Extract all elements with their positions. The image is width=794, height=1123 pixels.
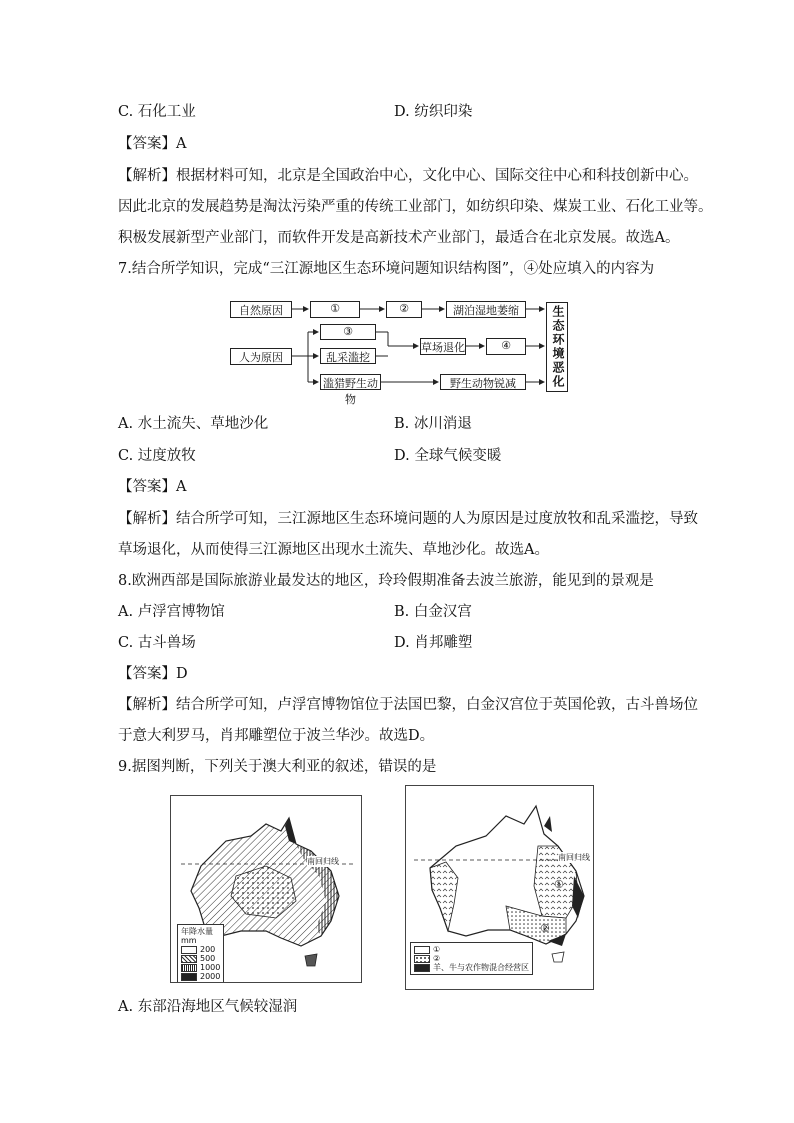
legend-label-mixed-farming: 羊、牛与农作物混合经营区 [433,963,529,972]
q8-option-b: B. 白金汉宫 [394,604,472,620]
legend-value-500: 500 [200,954,216,963]
map1-legend-unit: mm [181,936,197,945]
box-lake-shrink: 湖泊湿地萎缩 [446,301,526,318]
q9-stem: 9.据图判断，下列关于澳大利亚的叙述，错误的是 [118,759,437,775]
box-mining: 乱采滥挖 [320,348,376,364]
q7-option-c: C. 过度放牧 [118,448,196,464]
q7-option-a: A. 水土流失、草地沙化 [118,416,269,432]
box-2: ② [386,301,422,318]
box-grass-degradation: 草场退化 [420,338,466,355]
legend-value-1000: 1000 [200,963,221,972]
q8-answer: 【答案】D [118,666,188,682]
map1-legend [177,924,224,983]
q7-answer: 【答案】A [118,479,187,495]
legend-swatch-1000 [181,964,197,972]
australia-agriculture-map [405,785,594,990]
legend-value-2000: 2000 [200,972,221,981]
legend-label-region-2: ② [433,954,441,963]
q8-option-a: A. 卢浮宫博物馆 [118,604,225,620]
box-1: ① [310,301,360,318]
q9-option-a: A. 东部沿海地区气候较湿润 [118,999,298,1015]
q8-option-d: D. 肖邦雕塑 [394,635,473,651]
legend-label-region-1: ① [433,945,441,954]
legend-swatch-2000 [181,973,197,981]
legend-swatch-500 [181,955,197,963]
australia-precipitation-map [170,795,362,983]
box-human-causes: 人为原因 [230,348,292,365]
legend-swatch-mixed-farming [414,964,430,972]
q8-analysis-line-1: 【解析】结合所学可知，卢浮宫博物馆位于法国巴黎，白金汉宫位于英国伦敦，古斗兽场位 [118,697,698,713]
q8-stem: 8.欧洲西部是国际旅游业最发达的地区，玲玲假期准备去波兰旅游，能见到的景观是 [118,573,654,589]
q6-analysis-line-1: 【解析】根据材料可知，北京是全国政治中心，文化中心、国际交往中心和科技创新中心。 [118,168,698,184]
q7-option-d: D. 全球气候变暖 [394,448,502,464]
map2-region-1: ① [554,878,564,891]
legend-swatch-region-1 [414,946,430,954]
box-4: ④ [486,338,526,355]
legend-value-200: 200 [200,945,216,954]
q7-analysis-line-2: 草场退化，从而使得三江源地区出现水土流失、草地沙化。故选A。 [118,542,549,558]
q6-analysis-line-3: 积极发展新型产业部门，而软件开发是高新技术产业部门，最适合在北京发展。故选A。 [118,230,680,246]
box-3: ③ [320,324,376,340]
map1-legend-title: 年降水量 [181,927,213,936]
q7-analysis-line-1: 【解析】结合所学可知，三江源地区生态环境问题的人为原因是过度放牧和乱采滥挖，导致 [118,511,698,527]
legend-swatch-200 [181,946,197,954]
q6-option-c: C. 石化工业 [118,104,196,120]
map2-tropic-label: 南回归线 [558,853,590,862]
map2-region-2: ② [540,922,550,935]
legend-swatch-region-2 [414,955,430,963]
q8-option-c: C. 古斗兽场 [118,635,196,651]
q6-analysis-line-2: 因此北京的发展趋势是淘汰污染严重的传统工业部门，如纺织印染、煤炭工业、石化工业等。 [118,199,713,215]
q6-answer: 【答案】A [118,136,187,152]
box-ecology-worsen: 生态环境恶化 [546,302,568,392]
q7-structure-diagram [226,294,576,406]
box-hunting: 滥猎野生动物 [320,374,381,390]
q8-analysis-line-2: 于意大利罗马，肖邦雕塑位于波兰华沙。故选D。 [118,728,435,744]
q7-option-b: B. 冰川消退 [394,416,472,432]
map2-legend [410,942,533,975]
map1-tropic-label: 南回归线 [307,857,339,866]
q6-option-d: D. 纺织印染 [394,104,473,120]
q7-stem: 7.结合所学知识，完成“三江源地区生态环境问题知识结构图”，④处应填入的内容为 [118,261,655,277]
box-wildlife-decline: 野生动物锐减 [440,374,526,390]
box-natural-causes: 自然原因 [230,301,292,318]
